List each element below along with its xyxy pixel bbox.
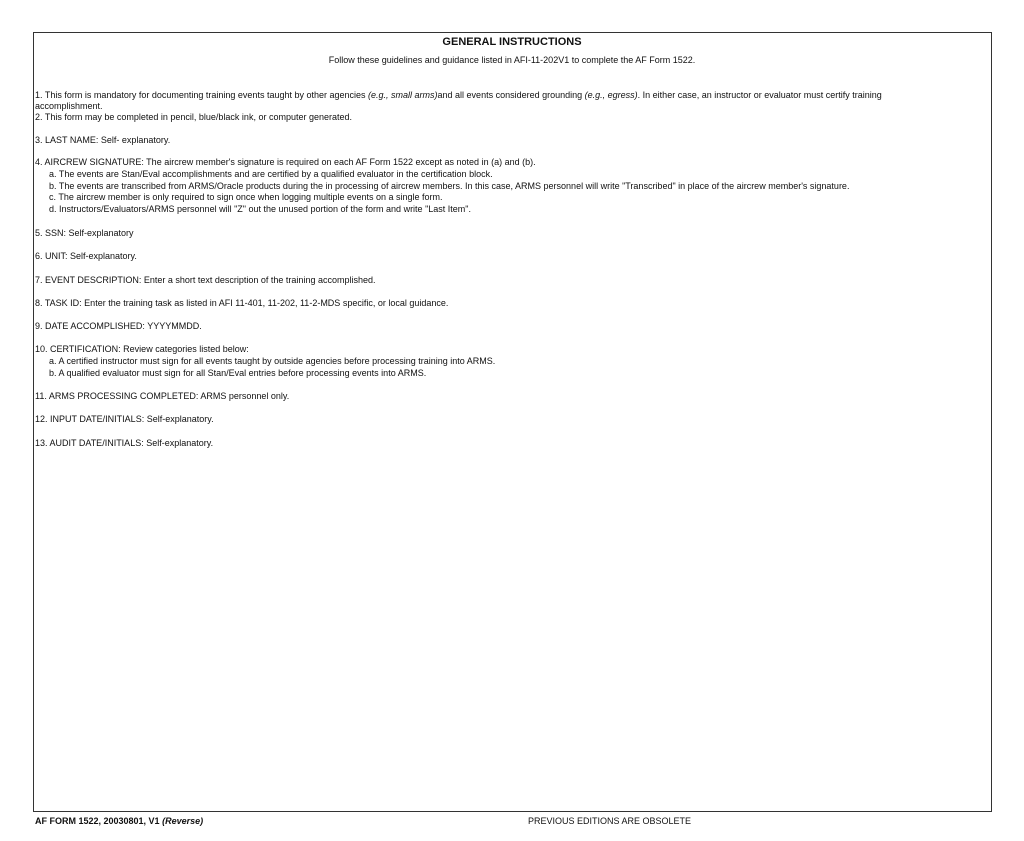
text: and all events considered grounding bbox=[437, 90, 585, 100]
instruction-4b: b. The events are transcribed from ARMS/Oracle products during the in processing of aircrew members. In this case, ARMS personnel will write "Transcribed" in place of the aircrew member's signature. bbox=[49, 181, 850, 191]
instruction-9: 9. DATE ACCOMPLISHED: YYYYMMDD. bbox=[35, 321, 202, 331]
page-title: GENERAL INSTRUCTIONS bbox=[442, 36, 582, 48]
page-subtitle: Follow these guidelines and guidance listed in AFI-11-202V1 to complete the AF Form 1522. bbox=[328, 55, 696, 65]
example-text: (e.g., egress) bbox=[584, 90, 638, 100]
instruction-4: 4. AIRCREW SIGNATURE: The aircrew member's signature is required on each AF Form 1522 except as noted in (a) and (b). bbox=[35, 157, 536, 167]
instruction-3: 3. LAST NAME: Self- explanatory. bbox=[35, 135, 171, 145]
form-side: (Reverse) bbox=[162, 816, 204, 826]
instruction-8: 8. TASK ID: Enter the training task as listed in AFI 11-401, 11-202, 11-2-MDS specific, or local guidance. bbox=[35, 298, 449, 308]
instruction-4a: a. The events are Stan/Eval accomplishments and are certified by a qualified evaluator in the certification block. bbox=[49, 169, 493, 179]
obsolete-notice: PREVIOUS EDITIONS ARE OBSOLETE bbox=[528, 816, 692, 826]
instruction-13: 13. AUDIT DATE/INITIALS: Self-explanatory. bbox=[35, 438, 214, 448]
instruction-4d: d. Instructors/Evaluators/ARMS personnel will "Z" out the unused portion of the form and write "Last Item". bbox=[49, 204, 471, 214]
text: . In either case, an instructor or evaluator must certify training bbox=[637, 90, 882, 100]
form-identifier bbox=[35, 816, 203, 827]
instruction-1 bbox=[35, 90, 882, 101]
instruction-10: 10. CERTIFICATION: Review categories listed below: bbox=[35, 344, 249, 354]
example-text: (e.g., small arms) bbox=[368, 90, 438, 100]
instruction-2: 2. This form may be completed in pencil, blue/black ink, or computer generated. bbox=[35, 112, 352, 122]
instruction-12: 12. INPUT DATE/INITIALS: Self-explanatory. bbox=[35, 414, 214, 424]
instruction-4c: c. The aircrew member is only required to sign once when logging multiple events on a single form. bbox=[49, 192, 443, 202]
instruction-10a: a. A certified instructor must sign for all events taught by outside agencies before processing training into ARMS. bbox=[49, 356, 496, 366]
instruction-10b: b. A qualified evaluator must sign for all Stan/Eval entries before processing events into ARMS. bbox=[49, 368, 427, 378]
text: 1. This form is mandatory for documenting training events taught by other agencies bbox=[35, 90, 369, 100]
instruction-11: 11. ARMS PROCESSING COMPLETED: ARMS personnel only. bbox=[35, 391, 290, 401]
form-id: AF FORM 1522, 20030801, V1 bbox=[35, 816, 163, 826]
instruction-7: 7. EVENT DESCRIPTION: Enter a short text description of the training accomplished. bbox=[35, 275, 376, 285]
instruction-6: 6. UNIT: Self-explanatory. bbox=[35, 251, 137, 261]
instruction-1-cont: accomplishment. bbox=[35, 101, 103, 111]
instruction-5: 5. SSN: Self-explanatory bbox=[35, 228, 134, 238]
